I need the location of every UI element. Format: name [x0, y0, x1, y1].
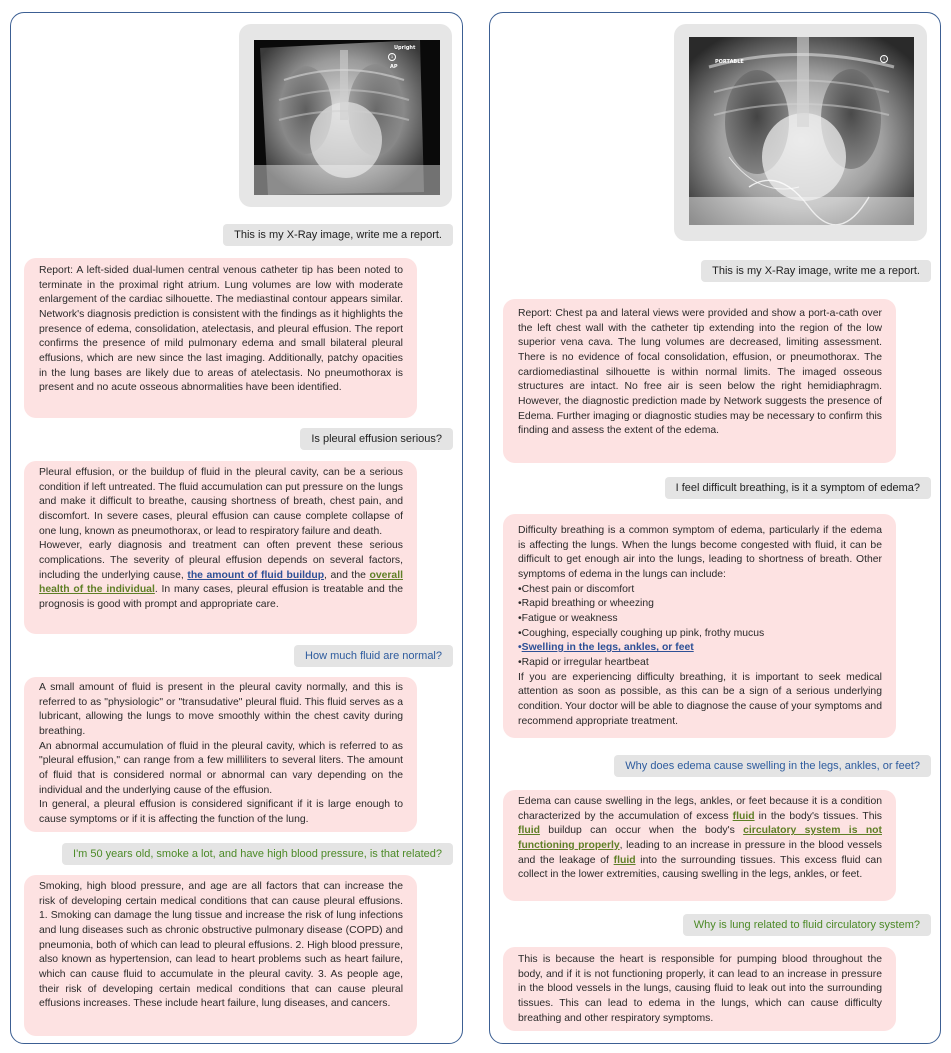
chat-panel-right — [489, 12, 941, 1044]
assistant-text: Smoking, high blood pressure, and age are all factors that can increase the risk of developing certain medical conditions that can cause pleural effusions. 1. Smoking can damage the lung tissue and increase the risk of lung infections and lung diseases such as chronic obstructive pulmonary disease (COPD) and pneumonia, both of which can lead to pleural effusions. 2. High blood pressure, also known as hypertension, can lead to heart problems such as heart failure, which can cause fluid to accumulate in the pleural cavity. 3. As people age, their risk of developing certain medical conditions that can cause pleural effusions increases. These include heart failure, lung diseases, and cancers. — [39, 881, 403, 1010]
user-message: Why does edema cause swelling in the legs, ankles, or feet? — [614, 755, 931, 777]
assistant-text — [518, 795, 882, 883]
text-run: buildup can occur when the body's — [539, 825, 744, 837]
symptom-list — [518, 583, 882, 671]
assistant-text: This is because the heart is responsible for pumping blood throughout the body, and if it is not functioning properly, it can lead to an increase in pressure in the blood vessels in the lungs, causing fluid to leak out into the surrounding tissues. This can lead to edema in the lungs, which can cause difficulty breathing and other respiratory symptoms. — [518, 954, 882, 1024]
assistant-message — [503, 947, 896, 1031]
user-message: This is my X-Ray image, write me a report. — [223, 224, 453, 246]
list-item: •Coughing, especially coughing up pink, frothy mucus — [518, 627, 765, 639]
list-item — [518, 641, 882, 656]
text-run: into the surrounding tissues. This excess fluid can collect in the lower extremities, causing swelling in the legs, ankles, or feet. — [518, 854, 882, 881]
highlight-fluid[interactable]: fluid — [518, 825, 540, 837]
assistant-text: An abnormal accumulation of fluid in the pleural cavity, which is referred to as "pleural effusion," can range from a few milliliters to several liters. The amount of fluid that is considered normal or abnormal can vary depending on the individual and the underlying cause of the effusion. — [39, 740, 403, 796]
assistant-message — [24, 461, 417, 634]
assistant-text: Report: Chest pa and lateral views were provided and show a port-a-cath over the left chest wall with the catheter tip extending into the region of the low superior vena cava. The lung volumes are decreased, limiting assessment. There is no evidence of focal consolidation, effusion, or pneumothorax. The cardiomediastinal silhouette is within normal limits. The imaged osseous structures are intact. No free air is seen below the right hemidiaphragm. However, the diagnostic prediction made by Network suggests the presence of Edema. Further imaging or diagnostic studies may be necessary to confirm this finding and assess the extent of the edema. — [518, 308, 882, 437]
text-run: in the body's tissues. This — [754, 810, 882, 822]
xray-graphic — [689, 37, 914, 225]
assistant-message — [24, 677, 417, 832]
xray-image-left[interactable] — [254, 40, 440, 195]
highlight-fluid[interactable]: fluid — [613, 854, 636, 866]
highlight-swelling[interactable]: Swelling in the legs, ankles, or feet — [521, 642, 694, 654]
ap-label: AP — [390, 64, 398, 70]
assistant-message — [503, 299, 896, 463]
user-message: Is pleural effusion serious? — [300, 428, 453, 450]
chat-panel-left — [10, 12, 463, 1044]
text-run: , leading to an increase in pressure in the blood vessels and the leakage of — [518, 839, 883, 866]
user-message: How much fluid are normal? — [294, 645, 453, 667]
xray-graphic — [254, 40, 440, 195]
xray-image-right[interactable] — [689, 37, 914, 225]
assistant-text: Pleural effusion, or the buildup of fluid in the pleural cavity, can be a serious condition if left untreated. The fluid accumulation can put pressure on the lungs and make it difficult to breathe, causing shortness of breath, chest pain, and discomfort. In severe cases, pleural effusion can cause complete collapse of one lung, known as pneumothorax, or lead to respiratory failure and death. — [39, 467, 403, 537]
text-run: . In many cases, pleural effusion is treatable and the prognosis is good with prompt and appropriate care. — [39, 584, 403, 610]
highlight-fluid[interactable]: fluid — [732, 810, 755, 822]
highlight-overall-health[interactable]: overall health of the individual — [39, 569, 403, 596]
assistant-message — [503, 514, 896, 738]
list-item: •Rapid or irregular heartbeat — [518, 656, 649, 668]
user-message: This is my X-Ray image, write me a report. — [701, 260, 931, 282]
info-icon: i — [388, 53, 396, 61]
image-message-right — [674, 24, 927, 241]
user-message: Why is lung related to fluid circulatory system? — [683, 914, 931, 936]
list-item: •Fatigue or weakness — [518, 612, 618, 624]
bullet-marker: • — [518, 642, 522, 654]
list-item: •Chest pain or discomfort — [518, 583, 635, 595]
assistant-text: In general, a pleural effusion is considered significant if it is large enough to cause symptoms or if it is affecting the function of the lung. — [39, 799, 403, 825]
text-run: Edema can cause swelling in the legs, ankles, or feet because it is a condition characterized by the accumulation of excess — [518, 796, 882, 822]
text-run: , and the — [324, 569, 370, 581]
list-item: •Rapid breathing or wheezing — [518, 598, 654, 610]
assistant-message — [24, 258, 417, 418]
assistant-text — [39, 539, 403, 612]
upright-label: Upright — [394, 45, 416, 51]
highlight-fluid-buildup[interactable]: the amount of fluid buildup — [187, 569, 325, 581]
info-icon: i — [880, 55, 888, 63]
image-message-left — [239, 24, 452, 207]
assistant-text: Report: A left-sided dual-lumen central venous catheter tip has been noted to terminate in the proximal right atrium. Lung volumes are low with moderate enlargement of the cardiac silhouette. The mediastinal contour appears similar. Network's diagnosis prediction is consistent with the findings as it highlights the presence of edema, consolidation, atelectasis, and pleural effusion. The report confirms the presence of mild pulmonary edema and small bilateral pleural effusions, which are new since the last imaging. Additionally, patchy opacities in the lung bases are likely due to areas of atelectasis. No pneumothorax is present and no acute osseous abnormalities have been identified. — [39, 265, 403, 394]
assistant-text: Difficulty breathing is a common symptom of edema, particularly if the edema is affecting the lungs. When the lungs become congested with fluid, it can be difficult to get enough air into the lungs, leading to shortness of breath. Other symptoms of edema in the lungs can include: — [518, 525, 882, 580]
highlight-circulatory-system[interactable]: circulatory system is not functioning properly — [518, 825, 882, 851]
assistant-message — [503, 790, 896, 901]
assistant-text: A small amount of fluid is present in the pleural cavity normally, and this is referred to as "physiologic" or "transudative" pleural fluid. This fluid serves as a lubricant, allowing the lungs to move smoothly within the chest cavity during breathing. — [39, 682, 403, 737]
user-message: I feel difficult breathing, is it a symptom of edema? — [665, 477, 931, 499]
user-message: I'm 50 years old, smoke a lot, and have high blood pressure, is that related? — [62, 843, 453, 865]
assistant-text: If you are experiencing difficulty breathing, it is important to seek medical attention as soon as possible, as this can be a sign of a serious underlying condition. Your doctor will be able to diagnose the cause of your symptoms and recommend appropriate treatment. — [518, 671, 882, 727]
portable-label: PORTABLE — [715, 59, 744, 65]
text-run: However, early diagnosis and treatment can often prevent these serious complications. The severity of pleural effusion depends on several factors, including the underlying cause, — [39, 540, 403, 581]
assistant-message — [24, 875, 417, 1036]
